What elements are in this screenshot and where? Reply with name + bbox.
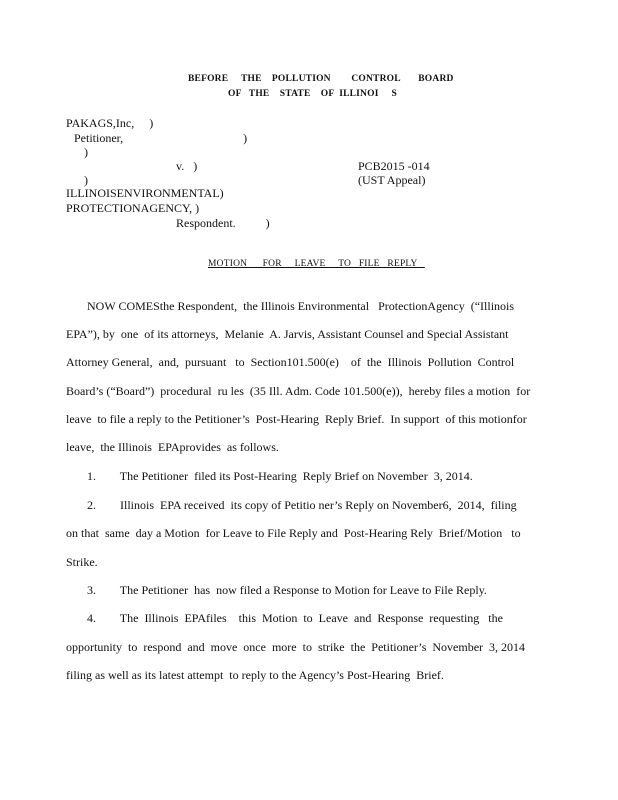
item2-line: on that same day a Motion for Leave to File Reply and Post-Hearing Rely Brief/Motion to — [66, 526, 521, 540]
item4-line: opportunity to respond and move once more to strike the Petitioner’s November 3, 2014 — [66, 640, 526, 654]
case-number: PCB2015 -014 — [358, 159, 430, 173]
respondent-label: Respondent. ) — [176, 216, 270, 230]
item2-line: Strike. — [66, 555, 98, 569]
item4-line: 4. The Illinois EPAfiles this Motion to Leave and Response requesting the — [66, 611, 503, 625]
para1-line: leave to file a reply to the Petitioner’s Post-Hearing Reply Brief. In support of this motionfor — [66, 412, 527, 426]
item2-line: 2. Illinois EPA received its copy of Petitio ner’s Reply on November6, 2014, filing — [66, 498, 517, 512]
board-header-line2: OF THE STATE OF ILLINOI S — [228, 89, 397, 99]
para1-line: leave, the Illinois EPAprovides as follows. — [66, 440, 279, 454]
caption-paren-1: ) — [84, 145, 88, 159]
caption-paren-2: ) — [84, 173, 88, 187]
item4-line: filing as well as its latest attempt to reply to the Agency’s Post-Hearing Brief. — [66, 668, 444, 682]
para1-line: EPA”), by one of its attorneys, Melanie A. Jarvis, Assistant Counsel and Special Assistant — [66, 327, 509, 341]
item1-line: 1. The Petitioner filed its Post-Hearing Reply Brief on November 3, 2014. — [66, 469, 473, 483]
para1-line: NOW COMESthe Respondent, the Illinois Environmental ProtectionAgency (“Illinois — [66, 299, 515, 313]
appeal-type: (UST Appeal) — [358, 173, 426, 187]
motion-title: MOTION FOR LEAVE TO FILE REPLY — [208, 259, 425, 269]
board-header-line1: BEFORE THE POLLUTION CONTROL BOARD — [188, 74, 454, 84]
para1-line: Board’s (“Board”) procedural ru les (35 Ill. Adm. Code 101.500(e)), hereby files a motion for — [66, 384, 531, 398]
item3-line: 3. The Petitioner has now filed a Response to Motion for Leave to File Reply. — [66, 583, 487, 597]
petitioner-label: Petitioner, ) — [74, 131, 248, 145]
versus-label: v. ) — [176, 159, 198, 173]
petitioner-name: PAKAGS,Inc, ) — [66, 116, 154, 130]
respondent-name-line2: PROTECTIONAGENCY, ) — [66, 201, 200, 215]
para1-line: Attorney General, and, pursuant to Section101.500(e) of the Illinois Pollution Control — [66, 355, 515, 369]
respondent-name-line1: ILLINOISENVIRONMENTAL) — [66, 186, 224, 200]
